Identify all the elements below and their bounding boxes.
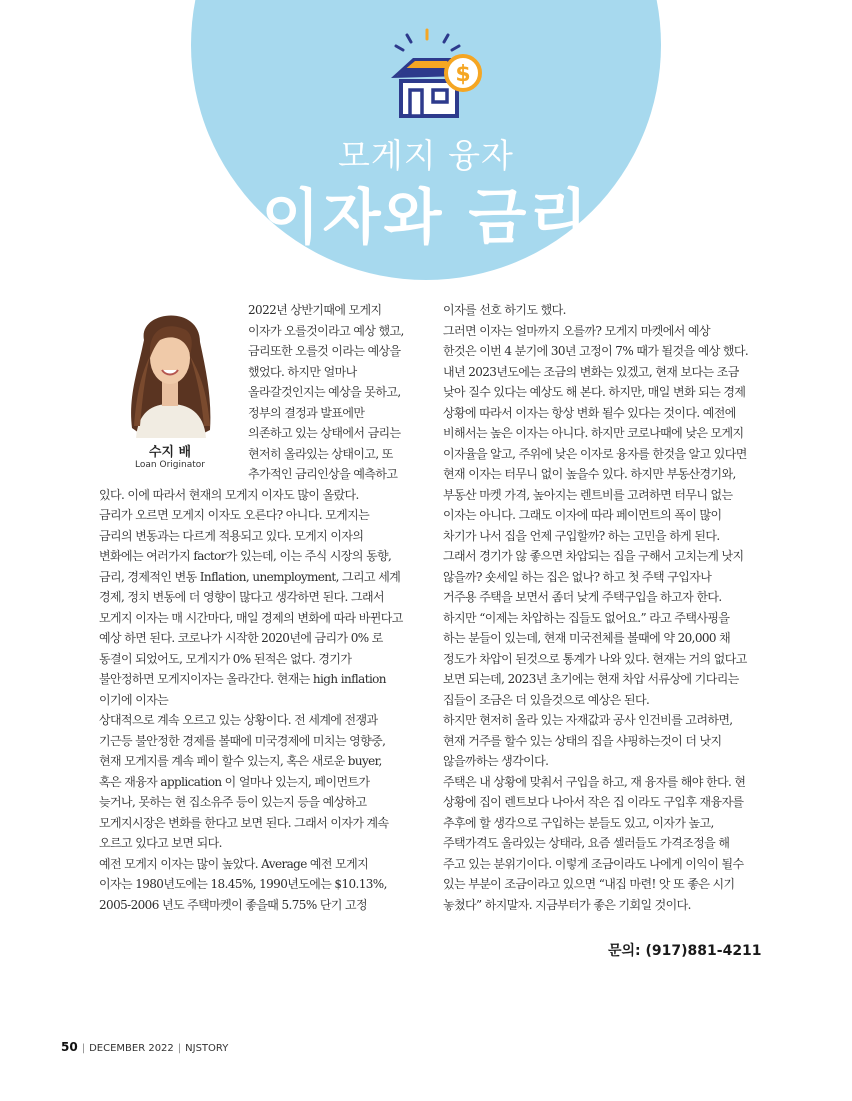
article-line: 불안정하면 모게지이자는 올라간다. 현재는 high inflation [99,672,386,686]
article-line: 있는 부분이 조금이라고 있으면 “내집 마련! 앗 또 좋은 시기 [443,877,735,891]
article-line: 정부의 결정과 발표에만 [248,405,365,420]
article-line: 혹은 재융자 application 이 얼마나 있는지, 페이먼트가 [99,774,370,789]
article-line: 동결이 되었어도, 모게지가 0% 된적은 없다. 경기가 [99,651,352,666]
issue-date: DECEMBER 2022 [89,1043,174,1054]
author-name: 수지 배 [148,445,192,460]
article-line: 변화에는 여러가지 factor가 있는데, 이는 주식 시장의 동향, [99,549,392,563]
article-line: 늦거나, 못하는 현 집소유주 등이 있는지 등을 예상하고 [99,795,367,809]
article-line: 이자를 선호 하기도 했다. [443,303,566,317]
article-line: 하는 분들이 있는데, 현재 미국전체를 볼때에 약 20,000 채 [443,631,731,645]
article-line: 한것은 이번 4 분기에 30년 고정이 7% 때가 될것을 예상 했다. [443,344,749,358]
article-line: 모게지시장은 변화를 한다고 보면 된다. 그래서 이자가 계속 [99,815,389,830]
article-line: 추가적인 금리인상을 예측하고 [248,467,398,481]
article-line: 경제, 정치 변동에 더 영향이 많다고 생각하면 된다. 그래서 [99,590,384,604]
house-dollar-icon [383,26,487,122]
article-line: 이자율을 알고, 주위에 낮은 이자로 융자를 한것을 알고 있다면 [443,446,747,461]
article-line: 집들이 조금은 더 있을것으로 예상은 된다. [443,692,650,707]
article-line: 그래서 경기가 않 좋으면 차압되는 집을 구해서 고치는게 낫지 [443,549,744,563]
article-line: 2022년 상반기때에 모게지 [248,303,382,317]
article-line: 놓쳤다” 하지말자. 지금부터가 좋은 기회일 것이다. [443,897,691,912]
article-line: 주고 있는 분위기이다. 이렇게 조금이라도 나에게 이익이 될수 [443,856,744,871]
page-footer [61,1040,228,1054]
article-line: 그러면 이자는 얼마까지 오를까? 모게지 마켓에서 예상 [443,323,710,338]
article-line: 했었다. 하지만 얼마나 [248,364,357,379]
article-line: 이자는 1980년도에는 18.45%, 1990년도에는 $10.13%, [99,877,387,891]
article-line: 주택은 내 상황에 맞춰서 구입을 하고, 재 융자를 해야 한다. 현 [443,774,746,789]
article-line: 상대적으로 계속 오르고 있는 상황이다. 전 세계에 전쟁과 [99,713,378,727]
article-line: 하지만 “이제는 차압하는 집들도 없어요.” 라고 주택사핑을 [443,610,730,625]
article-line: 금리또한 오를것 이라는 예상을 [248,344,401,358]
article-line: 기근등 불안정한 경제를 볼때에 미국경제에 미치는 영향중, [99,733,386,748]
article-line: 있다. 이에 따라서 현재의 모게지 이자도 많이 올랐다. [99,487,359,502]
article-line: 예상 하면 된다. 코로나가 시작한 2020년에 금리가 0% 로 [99,631,383,645]
author-photo [114,300,226,438]
article-line: 현재 거주를 할수 있는 상태의 집을 샤핑하는것이 더 낫지 [443,733,722,748]
article-line: 이자가 오를것이라고 예상 했고, [248,323,404,338]
page-number: 50 [61,1040,78,1054]
article-line: 않을까하는 생각이다. [443,754,549,768]
article-line: 하지만 현저히 올라 있는 자재값과 공사 인건비를 고려하면, [443,713,733,727]
header-title: 이자와 금리 [261,183,591,253]
article-line: 모게지 이자는 매 시간마다, 매일 경제의 변화에 따라 바뀐다고 [99,610,403,625]
article-line: 금리의 변동과는 다르게 적용되고 있다. 모게지 이자의 [99,528,364,543]
article-line: 현재 모게지를 계속 페이 할수 있는지, 혹은 새로운 buyer, [99,754,382,768]
author-role: Loan Originator [135,460,205,470]
article-line: 거주용 주택을 보면서 좀더 낮게 주택구입을 하고자 한다. [443,590,722,604]
article-line: 2005-2006 년도 주택마켓이 좋을때 5.75% 단기 고정 [99,897,368,912]
article-line: 현저히 올라있는 상태이고, 또 [248,446,393,461]
article-line: 오르고 있다고 보면 되다. [99,836,222,850]
article-line: 않을까? 숏세일 하는 집은 없나? 하고 첫 주택 구입자나 [443,569,712,584]
article-line: 금리, 경제적인 변동 Inflation, unemployment, 그리고 세계 [99,569,401,584]
article-line: 이기에 이자는 [99,692,169,707]
article-line: 올라갈것인지는 예상을 못하고, [248,385,401,399]
article-line: 상황에 따라서 이자는 항상 변화 될수 있다는 것이다. 예전에 [443,405,736,420]
article-line: 부동산 마켓 가격, 높아지는 렌트비를 고려하면 터무니 없는 [443,487,733,502]
header-subtitle: 모게지 융자 [338,136,514,175]
article-line: 비해서는 높은 이자는 아니다. 하지만 코로나때에 낮은 모게지 [443,426,744,440]
svg-text:$: $ [455,62,471,87]
article-line: 주택가격도 올라있는 상태라, 요즘 셀러들도 가격조정을 해 [443,836,730,850]
article-line: 예전 모게지 이자는 많이 높았다. Average 예전 모게지 [99,856,369,871]
article-line: 금리가 오르면 모게지 이자도 오른다? 아니다. 모게지는 [99,508,370,522]
contact-phone: 문의: (917)881-4211 [608,943,762,959]
article-line: 차기가 나서 집을 언제 구입할까? 하는 고민을 하게 된다. [443,528,720,543]
article-line: 의존하고 있는 상태에서 금리는 [248,426,401,440]
footer-divider: | [177,1043,182,1054]
article-line: 낮아 질수 있다는 예상도 해 본다. 하지만, 매일 변화 되는 경제 [443,385,746,399]
footer-divider: | [81,1043,86,1054]
article-line: 상황에 집이 렌트보다 나아서 작은 집 이라도 구입후 재융자를 [443,795,744,809]
article-line: 정도가 차압이 된것으로 통계가 나와 있다. 현재는 거의 없다고 [443,651,747,666]
article-line: 추후에 할 생각으로 구입하는 분들도 있고, 이자가 높고, [443,815,714,830]
article-line: 내년 2023년도에는 조금의 변화는 있겠고, 현재 보다는 조금 [443,364,739,379]
article-line: 이자는 아니다. 그래도 이자에 따라 페이먼트의 폭이 많이 [443,508,722,522]
article-line: 현재 이자는 터무니 없이 높을수 있다. 하지만 부동산경기와, [443,467,736,481]
article-line: 보면 되는데, 2023년 초기에는 현재 차압 서류상에 기다리는 [443,672,739,686]
magazine-name: NJSTORY [185,1043,229,1054]
